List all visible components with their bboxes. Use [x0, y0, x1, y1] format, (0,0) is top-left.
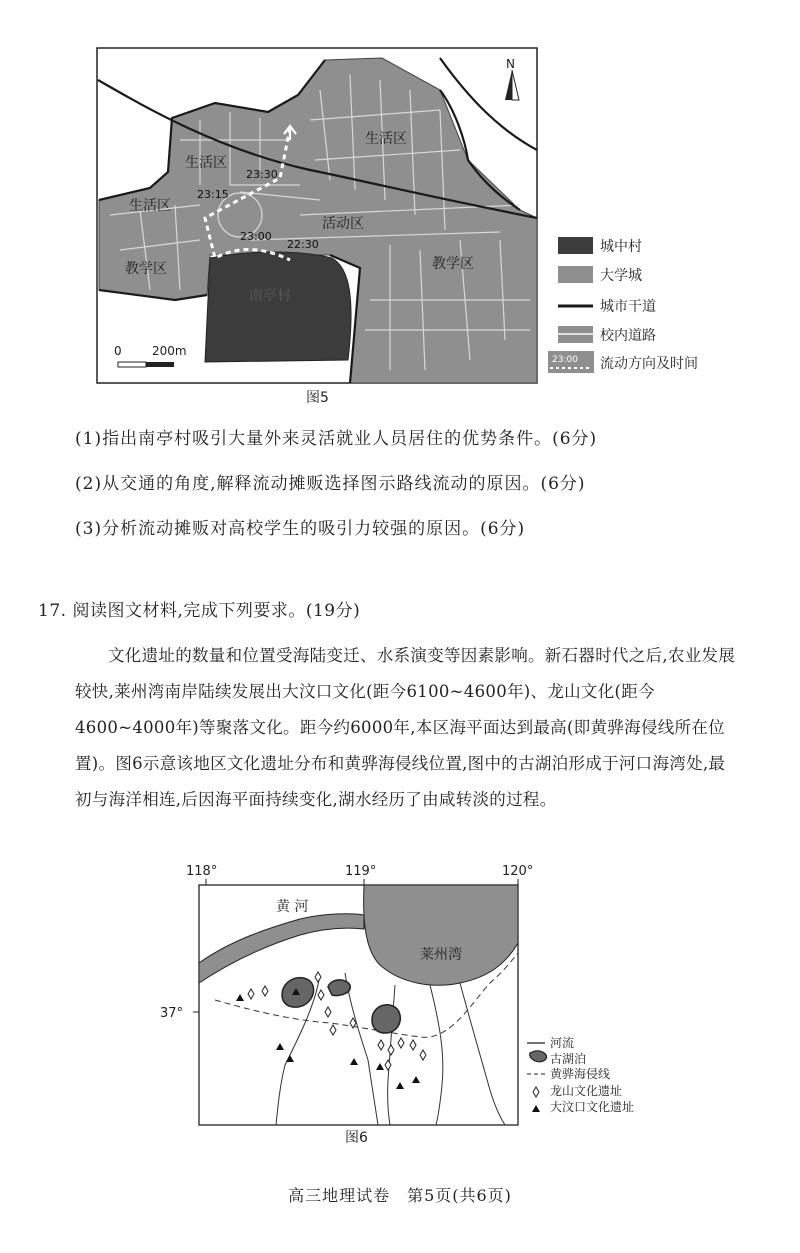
legend-label: 黄骅海侵线	[550, 1067, 611, 1081]
figure-6-map	[0, 855, 800, 1145]
legend-label: 大学城	[600, 268, 642, 284]
legend-swatch-university	[558, 266, 593, 283]
svg-text:119°: 119°	[345, 864, 377, 879]
svg-text:N: N	[506, 57, 515, 71]
legend-label: 城中村	[600, 239, 642, 255]
svg-text:0: 0	[114, 344, 122, 358]
question-16-1: (1)指出南亭村吸引大量外来灵活就业人员居住的优势条件。(6分)	[75, 429, 598, 449]
question-17-paragraph: 文化遗址的数量和位置受海陆变迁、水系演变等因素影响。新石器时代之后,农业发展较快,莱州湾南岸陆续发展出大汶口文化(距今6100~4600年)、龙山文化(距今4600~4000年)等聚落文化。距今约6000年,本区海平面达到最高(即黄骅海侵线所在位置)。图6示意该地区文化遗址分布和黄骅海侵线位置,图中的古湖泊形成于河口海湾处,最初与海洋相连,后因海平面持续变化,湖水经历了由咸转淡的过程。	[75, 646, 736, 809]
figure6-caption: 图6	[345, 1130, 368, 1145]
legend-label: 大汶口文化遗址	[550, 1100, 635, 1114]
figure-5-map	[0, 0, 800, 410]
triangle-icon	[532, 1105, 540, 1112]
legend-label: 流动方向及时间	[600, 356, 698, 372]
legend-swatch-lake	[530, 1051, 547, 1062]
diamond-icon	[533, 1087, 539, 1097]
living-area-label: 生活区	[129, 198, 171, 214]
living-area-label: 生活区	[185, 155, 227, 171]
legend-label: 城市干道	[600, 299, 656, 315]
svg-text:118°: 118°	[186, 864, 218, 879]
latitude-label: 37°	[160, 1006, 184, 1021]
question-16-3: (3)分析流动摊贩对高校学生的吸引力较强的原因。(6分)	[75, 519, 526, 539]
svg-text:23:00: 23:00	[552, 355, 578, 365]
legend-label: 校内道路	[600, 328, 656, 344]
flow-time: 23:15	[197, 188, 229, 201]
legend-label: 龙山文化遗址	[550, 1084, 623, 1098]
flow-time: 22:30	[287, 238, 319, 251]
svg-text:120°: 120°	[502, 864, 534, 879]
activity-area-label: 活动区	[322, 216, 364, 232]
figure6-legend	[527, 1035, 634, 1114]
legend-swatch-village	[558, 237, 593, 254]
river-label: 黄 河	[276, 899, 309, 915]
bay-label: 莱州湾	[420, 947, 462, 963]
question-16-2: (2)从交通的角度,解释流动摊贩选择图示路线流动的原因。(6分)	[75, 474, 586, 494]
page-footer: 高三地理试卷 第5页(共6页)	[288, 1186, 512, 1205]
figure5-legend	[548, 237, 698, 373]
svg-text:200m: 200m	[152, 344, 187, 358]
teaching-area-label: 教学区	[432, 256, 474, 272]
flow-time: 23:00	[240, 230, 272, 243]
teaching-area-label: 教学区	[125, 261, 167, 277]
urban-village-area	[205, 252, 351, 362]
flow-time: 23:30	[246, 168, 278, 181]
legend-label: 河流	[550, 1036, 575, 1050]
question-17-heading: 17. 阅读图文材料,完成下列要求。(19分)	[38, 601, 361, 621]
figure5-caption: 图5	[306, 390, 329, 406]
village-label: 南亭村	[249, 288, 291, 304]
legend-label: 古湖泊	[550, 1052, 587, 1066]
living-area-label: 生活区	[365, 131, 407, 147]
longitude-labels	[186, 864, 533, 879]
